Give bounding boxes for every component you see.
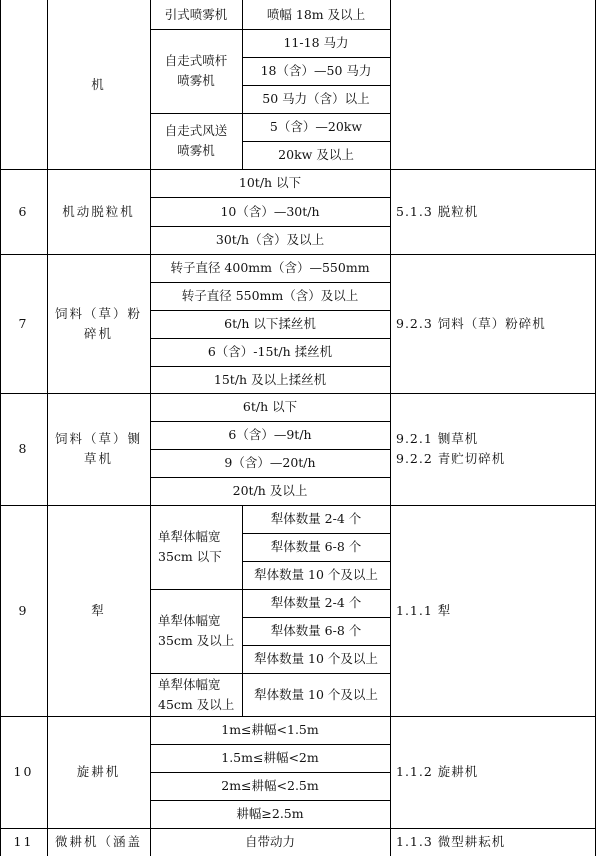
row-number: 9 <box>18 602 29 618</box>
spec-value: 20t/h 及以上 <box>232 483 308 498</box>
machine-name: 犁 <box>91 602 106 618</box>
machine-name: 饲料（草）铡 草机 <box>54 431 142 466</box>
table-rule <box>150 477 391 478</box>
table-rule <box>150 282 391 283</box>
rule-reference: 1.1.2 旋耕机 <box>396 764 479 779</box>
table-rule <box>150 29 391 30</box>
spec-value: 转子直径 400mm（含）—550mm <box>170 260 370 275</box>
spec-value: 耕幅≥2.5m <box>236 806 304 821</box>
table-rule <box>150 421 391 422</box>
table-rule <box>595 0 596 856</box>
rule-reference: 1.1.1 犁 <box>396 602 452 618</box>
table-rule <box>150 338 391 339</box>
table-rule <box>150 800 391 801</box>
row-number: 11 <box>13 834 34 849</box>
spec-value: 50 马力（含）以上 <box>262 91 370 106</box>
table-rule <box>242 645 391 646</box>
machine-name: 机 <box>91 76 106 92</box>
spec-value: 犁体数量 10 个及以上 <box>254 567 378 582</box>
table-rule <box>0 254 596 255</box>
spec-value: 15t/h 及以上揉丝机 <box>213 371 327 387</box>
spec-value: 11-18 马力 <box>283 35 349 50</box>
table-rule <box>242 505 243 716</box>
table-rule <box>242 533 391 534</box>
table-rule <box>0 393 596 394</box>
subtype-label: 单犁体幅宽 35cm 以下 <box>158 529 222 564</box>
table-rule <box>0 0 1 856</box>
spec-value: 犁体数量 6-8 个 <box>270 623 362 638</box>
table-rule <box>0 716 596 717</box>
table-rule <box>150 449 391 450</box>
spec-value: 犁体数量 6-8 个 <box>270 539 362 554</box>
table-rule <box>150 744 391 745</box>
rule-reference <box>390 0 595 169</box>
subtype-label: 自走式喷杆 喷雾机 <box>164 53 228 88</box>
spec-value: 5（含）—20kw <box>269 119 363 134</box>
spec-value: 喷幅 18m 及以上 <box>266 6 366 22</box>
spec-value: 转子直径 550mm（含）及以上 <box>181 288 359 303</box>
spec-value: 犁体数量 10 个及以上 <box>254 651 378 666</box>
spec-value: 20kw 及以上 <box>278 147 354 162</box>
row-number: 8 <box>18 441 29 456</box>
table-rule <box>150 0 151 856</box>
spec-value: 10（含）—30t/h <box>220 203 320 219</box>
table-rule <box>150 772 391 773</box>
table-rule <box>242 561 391 562</box>
table-rule <box>150 673 391 674</box>
machine-name: 机动脱粒机 <box>62 203 135 219</box>
spec-value: 30t/h（含）及以上 <box>215 232 325 247</box>
machine-name: 旋耕机 <box>76 764 121 779</box>
table-rule <box>242 85 391 86</box>
table-rule <box>150 589 391 590</box>
spec-value: 6t/h 以下 <box>242 399 298 414</box>
spec-value: 18（含）—50 马力 <box>260 63 372 78</box>
table-rule <box>150 366 391 367</box>
spec-value: 1.5m≤耕幅<2m <box>221 750 319 765</box>
spec-value: 犁体数量 2-4 个 <box>270 511 362 526</box>
spec-value: 犁体数量 2-4 个 <box>270 595 362 610</box>
table-rule <box>47 0 48 856</box>
rule-reference: 1.1.3 微型耕耘机 <box>396 834 506 849</box>
table-rule <box>242 141 391 142</box>
spec-value: 6（含）—9t/h <box>228 427 312 442</box>
table-rule <box>242 617 391 618</box>
row-number: 6 <box>18 203 29 219</box>
table-rule <box>150 197 391 198</box>
row-number <box>0 0 47 169</box>
row-number: 7 <box>18 315 29 331</box>
subtype-label: 单犁体幅宽 35cm 及以上 <box>158 613 235 648</box>
rule-reference: 5.1.3 脱粒机 <box>396 203 479 219</box>
table-rule <box>242 57 391 58</box>
spec-value: 9（含）—20t/h <box>224 455 316 470</box>
table-rule <box>0 828 596 829</box>
machine-name: 饲料（草）粉 碎机 <box>54 305 142 341</box>
spec-value: 1m≤耕幅<1.5m <box>221 722 319 737</box>
machine-name: 微耕机（涵盖 <box>54 834 142 849</box>
table-rule <box>150 226 391 227</box>
spec-value: 犁体数量 10 个及以上 <box>254 686 378 702</box>
table-rule <box>0 505 596 506</box>
table-rule <box>0 169 596 170</box>
table-rule <box>150 113 391 114</box>
row-number: 10 <box>13 764 34 779</box>
table-rule <box>390 0 391 856</box>
rule-reference: 9.2.1 铡草机 9.2.2 青贮切碎机 <box>396 431 506 466</box>
rule-reference: 9.2.3 饲料（草）粉碎机 <box>396 315 546 331</box>
table-rule <box>150 310 391 311</box>
subtype-label: 单犁体幅宽 45cm 及以上 <box>158 676 235 712</box>
spec-value: 2m≤耕幅<2.5m <box>221 778 319 793</box>
subtype-label: 引式喷雾机 <box>164 6 228 22</box>
spec-value: 6t/h 以下揉丝机 <box>224 316 316 331</box>
spec-value: 自带动力 <box>244 834 295 849</box>
spec-value: 10t/h 以下 <box>238 175 302 190</box>
spec-value: 6（含）-15t/h 揉丝机 <box>207 344 333 359</box>
subtype-label: 自走式风送 喷雾机 <box>164 123 228 158</box>
